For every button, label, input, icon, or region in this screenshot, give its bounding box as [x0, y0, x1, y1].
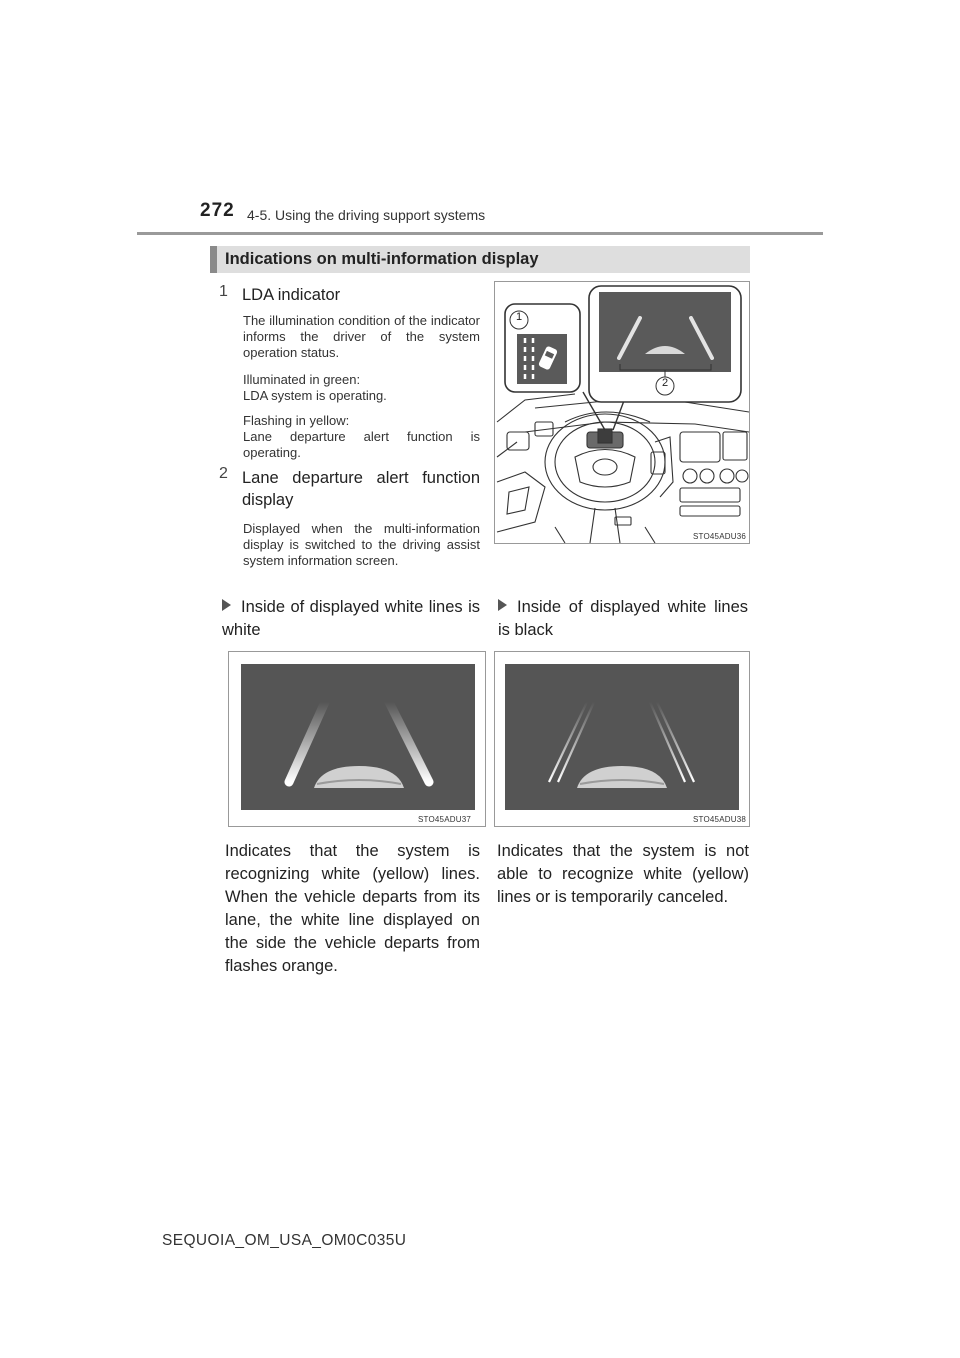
item-number-1: 1 [219, 283, 228, 300]
document-code: SEQUOIA_OM_USA_OM0C035U [162, 1232, 407, 1249]
case-description-black: Indicates that the system is not able to recognize white (yellow) lines or is temporarily canceled. [497, 842, 749, 906]
item-title-lda-indicator: LDA indicator [242, 286, 341, 304]
bullet-triangle-icon [498, 599, 507, 611]
figure-white-lines [228, 651, 486, 827]
figure-code-right: STO45ADU38 [693, 815, 746, 824]
figure-code-main: STO45ADU36 [693, 532, 746, 541]
item-1-paragraph-1: The illumination condition of the indicator informs the driver of the system operation status. [243, 313, 480, 360]
section-banner [210, 246, 750, 273]
dashboard-illustration [495, 282, 749, 543]
item-2-paragraph-1: Displayed when the multi-information display is switched to the driving assist system information screen. [243, 521, 480, 568]
figure-black-lines [494, 651, 750, 827]
item-1-paragraph-2: Illuminated in green: LDA system is operating. [243, 372, 387, 403]
header-rule [137, 232, 823, 235]
display-white-lines [229, 652, 485, 826]
bullet-triangle-icon [222, 599, 231, 611]
display-black-lines [495, 652, 749, 826]
page-number: 272 [200, 200, 235, 221]
item-number-2: 2 [219, 465, 228, 482]
item-title-lane-departure-display: Lane departure alert function display [242, 469, 480, 509]
callout-2: 2 [662, 377, 669, 389]
figure-dashboard [494, 281, 750, 544]
case-heading-black: Inside of displayed white lines is black [498, 598, 748, 639]
callout-1: 1 [516, 311, 523, 323]
case-description-white: Indicates that the system is recognizing white (yellow) lines. When the vehicle departs from its lane, the white line displayed on the side the vehicle departs from flashes orange. [225, 842, 480, 975]
section-title: Indications on multi-information display [225, 250, 539, 268]
case-heading-white: Inside of displayed white lines is white [222, 598, 480, 639]
item-1-paragraph-3: Flashing in yellow: Lane departure alert function is operating. [243, 413, 480, 460]
chapter-title: 4-5. Using the driving support systems [247, 207, 486, 223]
figure-code-left: STO45ADU37 [418, 815, 471, 824]
